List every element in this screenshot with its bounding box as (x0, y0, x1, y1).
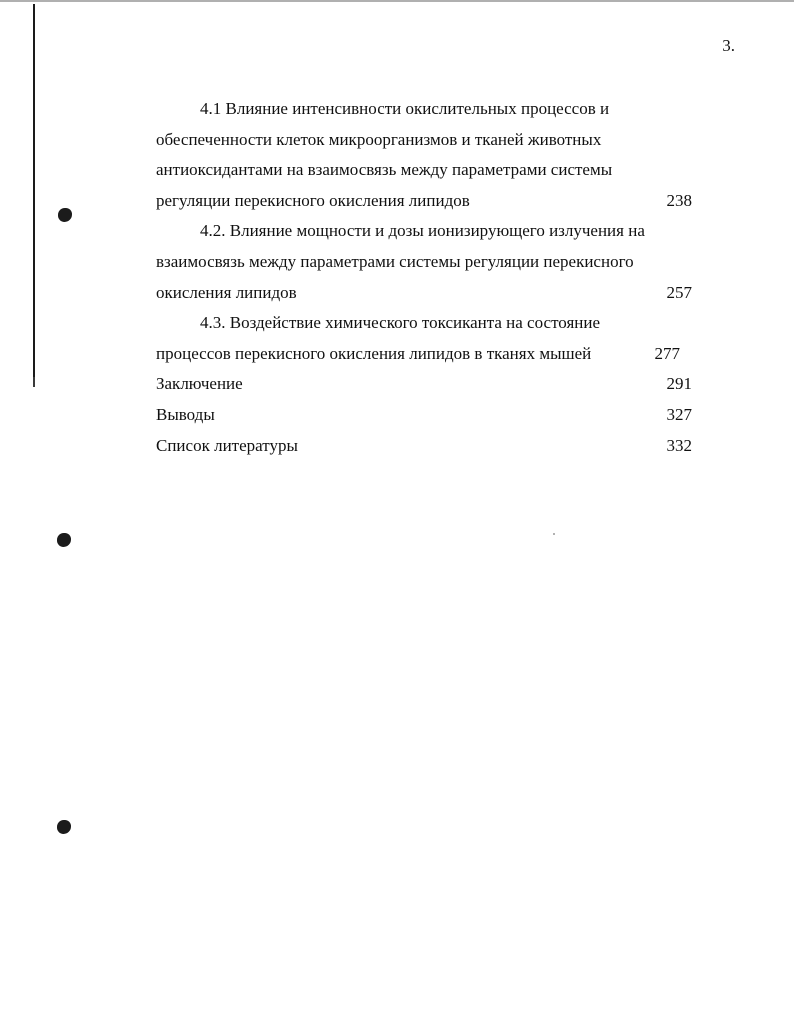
toc-page-number: 257 (666, 282, 692, 302)
toc-line: взаимосвязь между параметрами системы регуляции перекисного (156, 251, 634, 271)
toc-entry-4-1 (156, 94, 692, 216)
toc-entry-4-3 (156, 308, 692, 369)
page-number: 3. (722, 36, 735, 55)
toc-entry-title: процессов перекисного окисления липидов в тканях мышей (156, 343, 592, 363)
toc-line-last (156, 278, 692, 309)
toc-entry-title: Заключение (156, 374, 243, 394)
toc-entry-conclusion (156, 369, 692, 400)
toc-page-number: 291 (666, 374, 692, 394)
table-of-contents (156, 94, 692, 461)
toc-page-number: 238 (666, 190, 692, 210)
toc-line-last (156, 339, 692, 370)
scan-top-edge (0, 0, 794, 2)
toc-page-number: 277 (654, 343, 680, 363)
binding-hole-mark (57, 533, 71, 547)
scan-speck (553, 533, 555, 535)
toc-line: 4.2. Влияние мощности и дозы ионизирующего излучения на (200, 221, 645, 241)
binding-hole-mark (58, 208, 72, 222)
toc-entry-title: регуляции перекисного окисления липидов (156, 190, 470, 210)
scan-left-margin-tick (33, 377, 35, 387)
toc-page-number: 332 (666, 435, 692, 455)
toc-line-last (156, 186, 692, 217)
toc-line: обеспеченности клеток микроорганизмов и тканей животных (156, 129, 602, 149)
binding-hole-mark (57, 820, 71, 834)
toc-entry-findings (156, 400, 692, 431)
toc-line: 4.1 Влияние интенсивности окислительных процессов и (200, 99, 610, 118)
toc-entry-title: окисления липидов (156, 282, 297, 302)
toc-entry-title: Список литературы (156, 435, 298, 455)
toc-entry-4-2 (156, 216, 692, 308)
toc-line: антиоксидантами на взаимосвязь между параметрами системы (156, 160, 613, 180)
scan-left-margin-line (33, 4, 35, 387)
toc-page-number: 327 (666, 404, 692, 424)
toc-entry-references (156, 431, 692, 462)
toc-line: 4.3. Воздействие химического токсиканта на состояние (200, 313, 601, 333)
toc-entry-title: Выводы (156, 404, 215, 424)
